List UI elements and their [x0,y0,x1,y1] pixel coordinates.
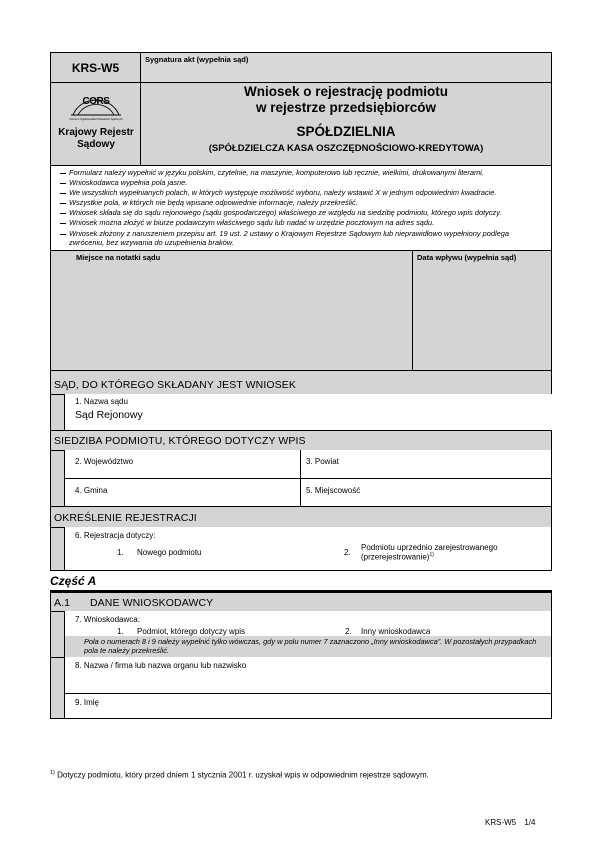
footnote-ref: 1) [429,552,434,558]
form-title-line2: w rejestrze przedsiębiorców [255,100,437,115]
entity-type: SPÓŁDZIELNIA [296,124,396,139]
title-cell [141,83,551,165]
footnote-marker: 1) [50,770,55,776]
instruction-item: Formularz należy wypełnić w języku polskim, czytelnie, na maszynie, komputerowo lub ręcznie, wielkimi, drukowanymi literami. [60,168,545,178]
form-code-cell [51,53,141,83]
applicant-note-text: Pola o numerach 8 i 9 należy wypełnić tylko wówczas, gdy w polu numer 7 zaznaczono „Inny wnioskodawca”. W pozostałych przypadkach pola te należy przekreślić. [84,637,537,655]
form-code: KRS-W5 [71,61,120,75]
registry-logo-cell [51,83,141,165]
option-new-number: 1. [117,548,124,557]
court-section-heading: SĄD, DO KTÓREGO SKŁADANY JEST WNIOSEK [54,379,296,391]
applicant-name-field[interactable] [64,657,551,693]
instruction-item: Wszystkie pola, w których nie będą wpisane odpowiednie informacje, należy przekreślić. [60,198,545,208]
date-received-label: Data wpływu (wypełnia sąd) [417,253,517,262]
instruction-item: We wszystkich wypełnianych polach, w których występuje możliwość wyboru, należy wstawić X w jednym odpowiednim kwadracie. [60,188,545,198]
applicant-firstname-field[interactable] [64,694,551,718]
registration-type-label: 6. Rejestracja dotyczy: [75,531,156,540]
applicant-option1-number: 1. [117,627,124,636]
registration-section-heading: OKREŚLENIE REJESTRACJI [54,512,197,524]
footnote-text: Dotyczy podmiotu, który przed dniem 1 stycznia 2001 r. uzyskał wpis w odpowiednim rejestrze sądowym. [54,770,429,780]
footer-form-code: KRS-W5 [485,818,517,827]
form-title-line1: Wniosek o rejestrację podmiotu [243,84,449,99]
entity-subtype: (SPÓŁDZIELCZA KASA OSZCZĘDNOŚCIOWO-KREDYTOWA) [208,143,484,154]
instructions-list [60,168,545,248]
court-field-rule [51,430,551,431]
voivodeship-label: 2. Województwo [75,457,134,466]
date-received-cell [412,251,552,370]
page-footer [485,818,535,827]
county-field[interactable] [301,450,551,478]
seat-field-rule [51,506,551,507]
applicant-name-label: 8. Nazwa / firma lub nazwa organu lub nazwisko [75,661,247,670]
court-name-value: Sąd Rejonowy [75,409,143,421]
commune-label: 4. Gmina [75,486,108,495]
option-reregistered-line2[interactable] [361,552,434,562]
logo-text: CORS [82,96,110,107]
signature-cell [141,53,551,83]
registry-name-line1: Krajowy Rejestr [58,127,134,138]
applicant-option2-number: 2. [345,627,352,636]
registration-type-field [64,527,551,570]
seat-section-heading: SIEDZIBA PODMIOTU, KTÓREGO DOTYCZY WPIS [54,435,306,447]
instruction-item: Wniosek złożony z naruszeniem przepisu art. 19 ust. 2 ustawy o Krajowym Rejestrze Sądowym lub nieprawidłowo wypełniony podlega zwróceniu, bez wzywania do uzupełnienia braków. [60,229,545,248]
applicant-firstname-label: 9. Imię [75,698,100,707]
applicant-option1-label[interactable]: Podmiot, którego dotyczy wpis [137,627,246,636]
footnote [50,770,429,780]
court-notes-label: Miejsce na notatki sądu [76,253,161,262]
logo-subtext: Centrum Ogólnopolskich Rejestrów Sądowych [69,118,123,121]
footer-page-number: 1/4 [524,818,536,827]
voivodeship-field[interactable] [64,450,301,478]
option-reregistered-text: (przerejestrowanie) [361,552,430,562]
instruction-item: Wniosek można złożyć w biurze podawczym właściwego sądu lub nadać w urzędzie pocztowym na adres sądu. [60,218,545,228]
applicant-type-label: 7. Wnioskodawca: [75,615,140,624]
option-new-label[interactable]: Nowego podmiotu [137,548,202,557]
court-name-field[interactable] [64,394,552,430]
applicant-section-title: DANE WNIOSKODAWCY [90,597,214,609]
court-name-label: 1. Nazwa sądu [75,397,128,406]
instruction-item: Wnioskodawca wypełnia pola jasne. [60,178,545,188]
locality-label: 5. Miejscowość [306,486,361,495]
option-reregistered-line1[interactable]: Podmiotu uprzednio zarejestrowanego [361,543,498,552]
locality-field[interactable] [301,479,551,506]
applicant-option2-label[interactable]: Inny wnioskodawca [361,627,431,636]
instruction-item: Wniosek składa się do sądu rejonowego (sądu gospodarczego) właściwego ze względu na siedzibę podmiotu, którego wpis dotyczy. [60,208,545,218]
county-label: 3. Powiat [306,457,339,466]
court-notes-area [50,251,552,371]
commune-field[interactable] [64,479,301,506]
applicant-note-cell [65,636,551,657]
instructions-box [50,166,552,251]
registry-name-line2: Sądowy [77,139,115,150]
signature-label: Sygnatura akt (wypełnia sąd) [145,55,249,64]
part-a-title: Część A [50,574,97,588]
applicant-section-number: A.1 [54,597,71,609]
option-reregistered-number: 2. [344,548,351,557]
